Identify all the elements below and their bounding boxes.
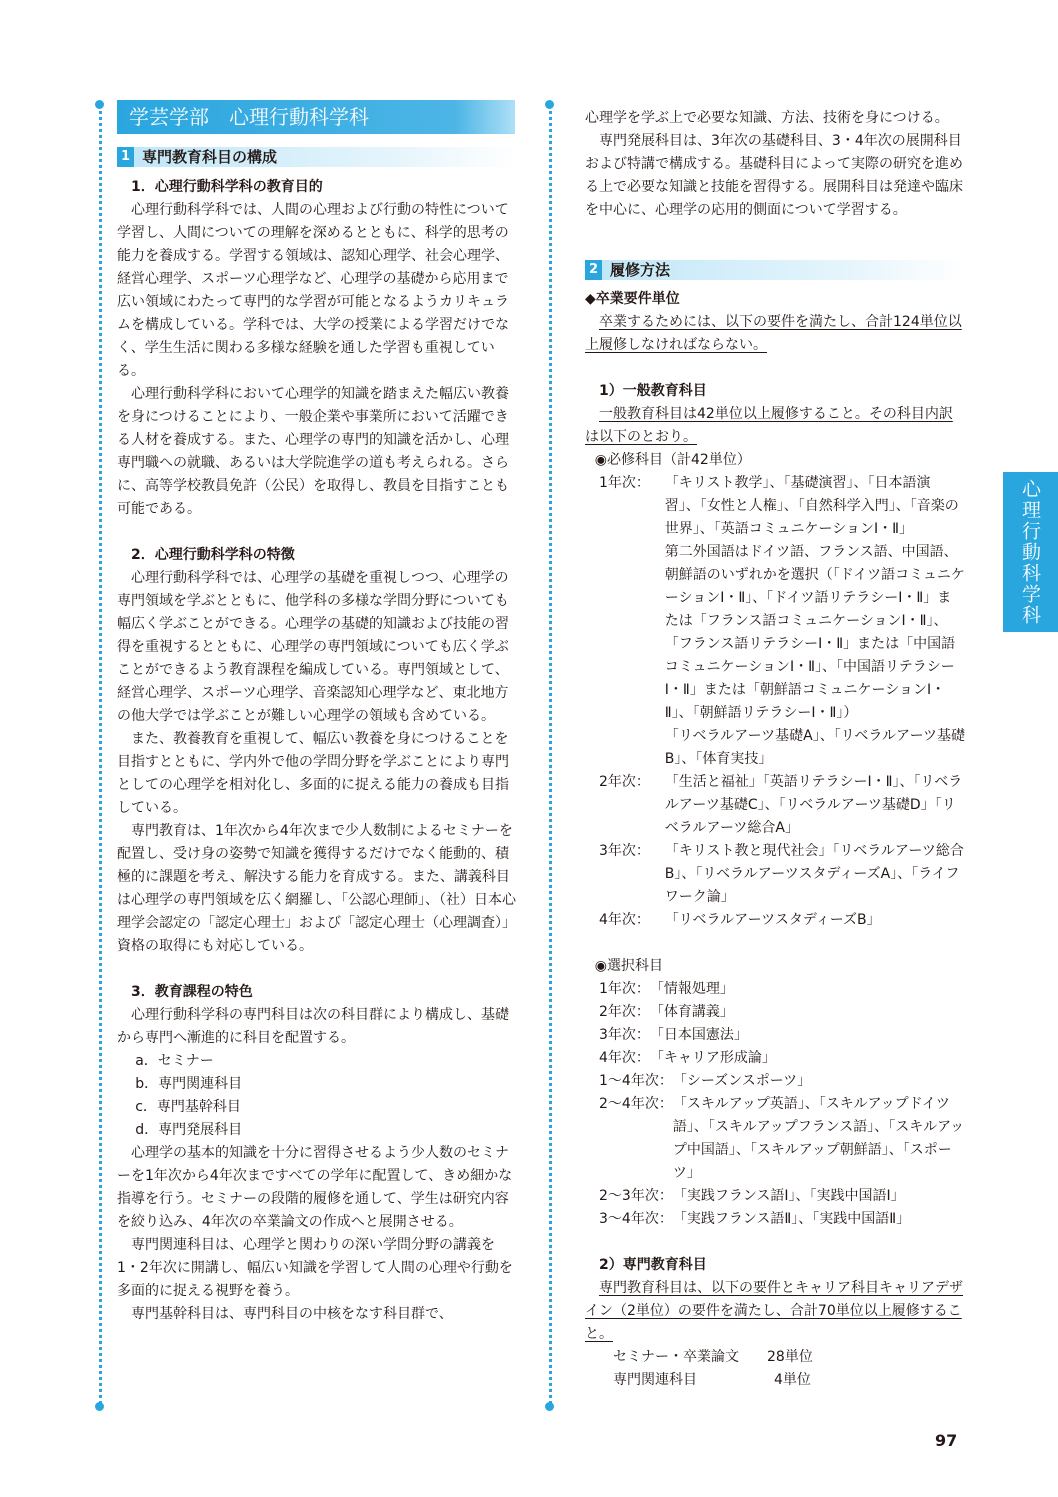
required-year-3: 3年次：	[599, 843, 650, 859]
section1-heading	[117, 147, 517, 167]
section1-number: 1	[117, 147, 134, 167]
s3-item-d: d．専門発展科目	[135, 1122, 243, 1138]
elective-subjects-1: 「情報処理」	[649, 981, 734, 997]
graduation-requirement-text: 卒業するためには、以下の要件を満たし、合計124単位以上履修しなければならない。	[585, 314, 962, 353]
elective-row-4	[585, 1047, 965, 1070]
elective-year-1-4: 1～4年次：	[599, 1073, 673, 1089]
side-tab-label: 心理行動科学科	[1019, 478, 1041, 626]
elective-row-6	[585, 1093, 965, 1185]
elective-subjects-1-4: 「シーズンスポーツ」	[672, 1073, 812, 1089]
required-year-2: 2年次：	[599, 774, 650, 790]
elective-row-1	[585, 978, 965, 1001]
required-row-year1	[585, 472, 965, 541]
s3-item-a: a．セミナー	[135, 1053, 214, 1069]
required-year-1: 1年次：	[599, 475, 650, 491]
elective-subjects-2-3: 「実践フランス語Ⅰ」、「実践中国語Ⅰ」	[672, 1188, 905, 1204]
required-subjects-year-1: 「キリスト教学」、「基礎演習」、「日本語演習」、「女性と人権」、「自然科学入門」、「音楽の世界」、「英語コミュニケーションⅠ・Ⅱ」	[664, 475, 959, 537]
required-row-liberal	[585, 725, 965, 771]
elective-row-7	[585, 1185, 965, 1208]
s2-paragraph-2: また、教養教育を重視して、幅広い教養を身につけることを目指すとともに、学内外で他の学問分野を学ぶことにより専門としての心理学を相対化し、多面的に捉える能力の養成も目指している。	[117, 731, 509, 816]
required-row-year3	[585, 840, 965, 909]
department-side-tab	[1003, 472, 1058, 632]
s2-title: 2．心理行動科学科の特徴	[131, 547, 295, 563]
s3-title: 3．教育課程の特色	[131, 984, 253, 1000]
elective-row-3	[585, 1024, 965, 1047]
general-education-title: 1）一般教育科目	[599, 383, 707, 399]
section1-continued	[585, 107, 965, 222]
right-dotted-rail	[549, 104, 552, 1404]
s3-paragraph-1: 心理行動科学科の専門科目は次の科目群により構成し、基礎から専門へ漸進的に科目を配置する。	[117, 1007, 509, 1046]
s3-paragraph-3: 専門関連科目は、心理学と関わりの深い学問分野の講義を1・2年次に開講し、幅広い知識を学習して人間の心理や行動を多面的に捉える視野を養う。	[117, 1237, 513, 1299]
right-rail-dot-bottom	[545, 1402, 554, 1411]
specialized-education-text: 専門教育科目は、以下の要件とキャリア科目キャリアデザイン（2単位）の要件を満たし、合計70単位以上履修すること。	[585, 1280, 963, 1342]
elective-row-2	[585, 1001, 965, 1024]
section2-title: 履修方法	[610, 261, 671, 279]
s3-paragraph-2: 心理学の基本的知識を十分に習得させるよう少人数のセミナーを1年次から4年次まですべての学年に配置して、きめ細かな指導を行う。セミナーの段階的履修を通して、学生は研究内容を絞り込み、4年次の卒業論文の作成へと展開させる。	[117, 1145, 513, 1230]
s1-paragraph-1: 心理行動科学科では、人間の心理および行動の特性について学習し、人間についての理解を深めるとともに、科学的思考の能力を養成する。学習する領域は、認知心理学、社会心理学、経営心理学、スポーツ心理学など、心理学の基礎から応用まで広い領域にわたって専門的な学習が可能となるようカリキュラムを構成している。学科では、大学の授業による学習だけでなく、学生生活に関わる多様な経験を通した学習も重視している。	[117, 202, 509, 379]
elective-subjects-2: 「体育講義」	[649, 1004, 734, 1020]
s3-item-c: c．専門基幹科目	[135, 1099, 241, 1115]
section1-title: 専門教育科目の構成	[142, 148, 278, 166]
s3-paragraph-5: 専門発展科目は、3年次の基礎科目、3・4年次の展開科目および特講で構成する。基礎科目によって実際の研究を進める上で必要な知識と技能を習得する。展開科目は発達や臨床を中心に、心理学の応用的側面について学習する。	[585, 133, 963, 218]
elective-subjects-3: 「日本国憲法」	[649, 1027, 748, 1043]
elective-year-3: 3年次：	[599, 1027, 650, 1043]
elective-year-4: 4年次：	[599, 1050, 650, 1066]
elective-row-5	[585, 1070, 965, 1093]
left-dotted-rail	[99, 104, 102, 1404]
section1-body	[117, 176, 517, 1326]
department-name: 心理行動科学科	[229, 105, 369, 129]
section2-body	[585, 288, 965, 1392]
elective-year-2: 2年次：	[599, 1004, 650, 1020]
elective-year-2-4: 2～4年次：	[599, 1096, 673, 1112]
s3-paragraph-4: 専門基幹科目は、専門科目の中核をなす科目群で、	[131, 1306, 453, 1322]
elective-subjects-title: ◉選択科目	[594, 958, 664, 974]
required-subjects-language: 第二外国語はドイツ語、フランス語、中国語、朝鮮語のいずれかを選択（「ドイツ語コミュニケーションⅠ・Ⅱ」、「ドイツ語リテラシーⅠ・Ⅱ」または「フランス語コミュニケーションⅠ・Ⅱ」、「フランス語リテラシーⅠ・Ⅱ」または「中国語コミュニケーションⅠ・Ⅱ」、「中国語リテラシーⅠ・Ⅱ」または「朝鮮語コミュニケーションⅠ・Ⅱ」、「朝鮮語リテラシーⅠ・Ⅱ」）	[664, 544, 965, 721]
faculty-name: 学芸学部	[129, 105, 209, 129]
required-year-blank-1	[599, 541, 665, 725]
s1-title: 1．心理行動科学科の教育目的	[131, 179, 323, 195]
required-subjects-year-3: 「キリスト教と現代社会」「リベラルアーツ総合B」、「リベラルアーツスタディーズA」、「ライフワーク論」	[664, 843, 964, 905]
s2-paragraph-1: 心理行動科学科では、心理学の基礎を重視しつつ、心理学の専門領域を学ぶとともに、他学科の多様な学問分野についても幅広く学ぶことができる。心理学の基礎的知識および技能の習得を重視するとともに、心理学の専門領域についても広く学ぶことができるよう教育課程を編成している。専門領域として、経営心理学、スポーツ心理学、音楽認知心理学など、東北地方の他大学では学ぶことが難しい心理学の領域も含めている。	[117, 570, 509, 724]
elective-year-1: 1年次：	[599, 981, 650, 997]
required-year-blank-2	[599, 725, 665, 771]
required-row-year2	[585, 771, 965, 840]
elective-subjects-2-4: 「スキルアップ英語」、「スキルアップドイツ語」、「スキルアップフランス語」、「スキルアップ中国語」、「スキルアップ朝鮮語」、「スポーツ」	[672, 1096, 965, 1181]
credit-label-seminar: セミナー・卒業論文	[613, 1349, 739, 1365]
page-number: 97	[935, 1431, 958, 1450]
required-subjects-year-4: 「リベラルアーツスタディーズB」	[664, 912, 881, 928]
elective-year-2-3: 2～3年次：	[599, 1188, 673, 1204]
elective-subjects-4: 「キャリア形成論」	[649, 1050, 776, 1066]
required-subjects-liberal-arts: 「リベラルアーツ基礎A」、「リベラルアーツ基礎B」、「体育実技」	[664, 728, 966, 767]
elective-subjects-3-4: 「実践フランス語Ⅱ」、「実践中国語Ⅱ」	[672, 1211, 911, 1227]
credit-label-related: 専門関連科目	[613, 1372, 697, 1388]
specialized-education-title: 2）専門教育科目	[599, 1257, 707, 1273]
left-rail-dot-top	[95, 100, 104, 109]
graduation-requirement-title: ◆卒業要件単位	[585, 291, 680, 307]
credit-value-related: 4単位	[774, 1372, 811, 1388]
required-row-language	[585, 541, 965, 725]
s3-item-b: b．専門関連科目	[135, 1076, 243, 1092]
general-education-text: 一般教育科目は42単位以上履修すること。その科目内訳は以下のとおり。	[585, 406, 953, 445]
s1-paragraph-2: 心理行動科学科において心理学的知識を踏まえた幅広い教養を身につけることにより、一般企業や事業所において活躍できる人材を養成する。また、心理学の専門的知識を活かし、心理専門職への就職、あるいは大学院進学の道も考えられる。さらに、高等学校教員免許（公民）を取得し、教員を目指すことも可能である。	[117, 386, 509, 517]
s2-paragraph-3: 専門教育は、1年次から4年次まで少人数制によるセミナーを配置し、受け身の姿勢で知識を獲得するだけでなく能動的、積極的に課題を考え、解決する能力を育成する。また、講義科目は心理学の専門領域を広く網羅し、「公認心理師」、（社）日本心理学会認定の「認定心理士」および「認定心理士（心理調査）」資格の取得にも対応している。	[117, 823, 516, 954]
required-year-4: 4年次：	[599, 912, 650, 928]
credit-row-seminar	[585, 1346, 965, 1369]
s3-paragraph-4-continued: 心理学を学ぶ上で必要な知識、方法、技術を身につける。	[585, 110, 949, 126]
right-rail-dot-top	[545, 100, 554, 109]
elective-row-8	[585, 1208, 965, 1231]
section2-number: 2	[585, 260, 602, 280]
elective-year-3-4: 3～4年次：	[599, 1211, 673, 1227]
required-subjects-year-2: 「生活と福祉」「英語リテラシーⅠ・Ⅱ」、「リベラルアーツ基礎C」、「リベラルアーツ基礎D」「リベラルアーツ総合A」	[664, 774, 963, 836]
credit-row-related	[585, 1369, 965, 1392]
required-subjects-title: ◉必修科目（計42単位）	[594, 452, 751, 468]
department-title-band	[117, 100, 515, 134]
required-row-year4	[585, 909, 965, 932]
credit-value-seminar: 28単位	[767, 1349, 813, 1365]
section2-heading	[585, 260, 965, 280]
left-rail-dot-bottom	[95, 1402, 104, 1411]
